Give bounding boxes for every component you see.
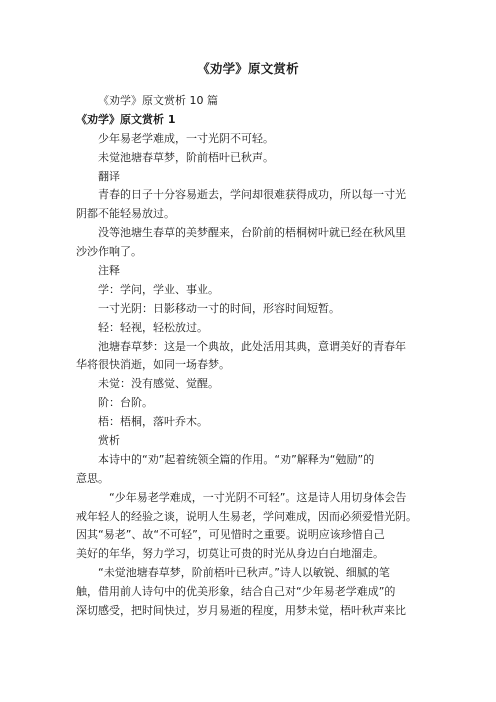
section-label-appreciation: 赏析	[98, 434, 120, 448]
document-body	[76, 92, 416, 621]
poem-line: 未觉池塘春草梦，阶前梧叶已秋声。	[98, 150, 274, 164]
paragraph-line: 美好的年华，努力学习，切莫让可贵的时光从身边白白地溜走。	[76, 547, 384, 561]
note-line: 未觉：没有感觉、觉醒。	[98, 377, 219, 391]
paragraph-line: 本诗中的“劝”起着统领全篇的作用。“劝”解释为“勉励”的	[98, 452, 375, 466]
note-line: 一寸光阴：日影移动一寸的时间，形容时间短暂。	[98, 301, 340, 315]
note-line: 阶：台阶。	[98, 396, 153, 410]
paragraph-line: 因其“易老”、故“不可轻”，可见惜时之重要。说明应该珍惜自己	[76, 528, 385, 542]
paragraph-line: 深切感受，把时间快过，岁月易逝的程度，用梦未觉，梧叶秋声来比	[76, 604, 406, 618]
section-label-translation: 翻译	[98, 169, 120, 183]
section-heading: 《劝学》原文赏析 1	[76, 112, 176, 126]
paragraph-line: 戒年轻人的经验之谈，说明人生易老，学问难成，因而必须爱惜光阴。	[76, 509, 417, 523]
poem-line: 少年易老学难成，一寸光阴不可轻。	[98, 131, 274, 145]
paragraph-line: “未觉池塘春草梦，阶前梧叶已秋声。”诗人以敏锐、细腻的笔	[98, 566, 390, 580]
paragraph-line: 阴都不能轻易放过。	[76, 207, 175, 221]
note-line: 华将很快消逝，如同一场春梦。	[76, 358, 230, 372]
document-title: 《劝学》原文赏析	[197, 61, 299, 76]
note-line: 池塘春草梦：这是一个典故，此处活用其典，意谓美好的青春年	[98, 339, 406, 353]
note-line: 学：学问，学业、事业。	[98, 282, 219, 296]
paragraph-line: 触，借用前人诗句中的优美形象，结合自己对“少年易老学难成”的	[76, 585, 396, 599]
paragraph-line: 没等池塘生春草的美梦醒来，台阶前的梧桐树叶就已经在秋风里	[98, 226, 406, 240]
paragraph-line: 沙沙作响了。	[76, 245, 142, 259]
note-line: 轻：轻视，轻松放过。	[98, 320, 208, 334]
section-label-notes: 注释	[98, 264, 120, 278]
paragraph-line: 意思。	[76, 471, 109, 485]
paragraph-line: 青春的日子十分容易逝去，学问却很难获得成功，所以每一寸光	[98, 188, 406, 202]
paragraph-line: “少年易老学难成，一寸光阴不可轻”。这是诗人用切身体会告	[109, 490, 407, 504]
subtitle-line: 《劝学》原文赏析 10 篇	[98, 94, 218, 107]
note-line: 梧：梧桐，落叶乔木。	[98, 415, 208, 429]
